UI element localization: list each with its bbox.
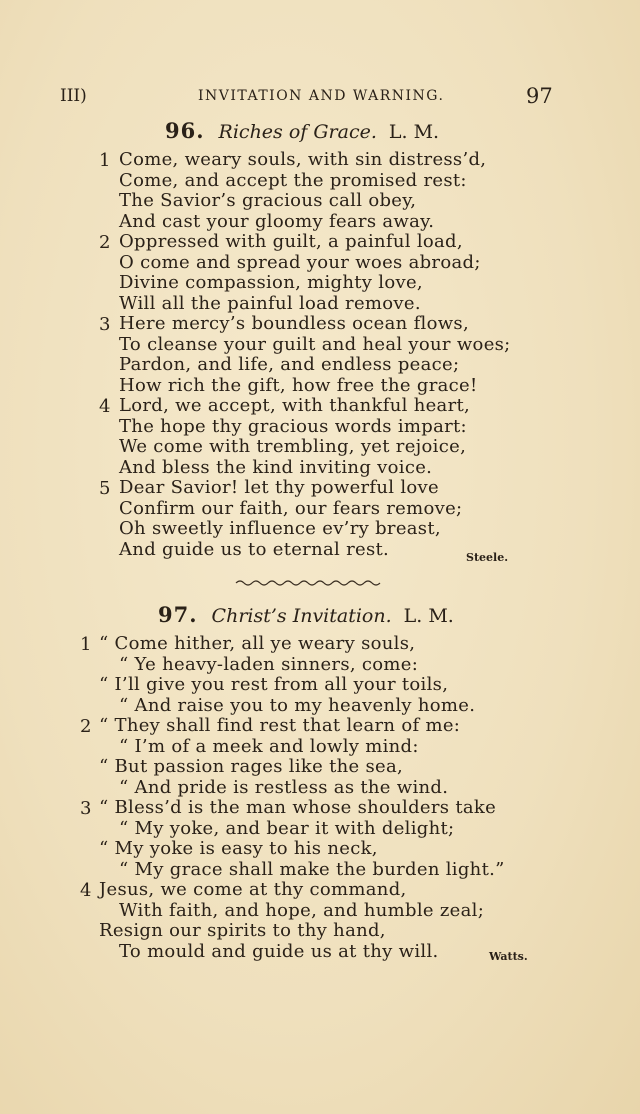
hymn-96-verses — [0, 150, 640, 560]
verse-line: “ They shall find rest that learn of me: — [99, 715, 461, 736]
verse-line: Lord, we accept, with thankful heart, — [119, 395, 471, 416]
verse — [0, 478, 640, 560]
verse-line: “ And raise you to my heavenly home. — [119, 694, 476, 716]
verse-line: “ Bless’d is the man whose shoulders take — [99, 797, 497, 818]
verse-line: “ And pride is restless as the wind. — [119, 776, 449, 798]
running-header — [0, 84, 640, 108]
verse-number: 4 — [99, 396, 111, 417]
verse-line: Oh sweetly influence ev’ry breast, — [119, 518, 441, 539]
verse-line: “ My grace shall make the burden light.” — [119, 858, 505, 880]
verse-number: 4 — [80, 880, 92, 901]
verse-number: 2 — [99, 232, 111, 253]
verse — [0, 880, 640, 962]
verse-line: To mould and guide us at thy will. — [119, 940, 439, 962]
verse-number: 3 — [99, 314, 111, 335]
verse-line: Pardon, and life, and endless peace; — [119, 354, 460, 375]
verse-line: The Savior’s gracious call obey, — [119, 190, 417, 211]
hymn-97-heading — [158, 602, 454, 627]
verse-line: “ I’ll give you rest from all your toils, — [99, 674, 449, 695]
verse-number: 2 — [80, 716, 92, 737]
verse-line: Here mercy’s boundless ocean flows, — [119, 313, 469, 334]
verse-line: Jesus, we come at thy command, — [99, 879, 407, 900]
verse-number: 1 — [80, 634, 92, 655]
verse — [0, 396, 640, 478]
verse — [0, 716, 640, 798]
verse-line: Dear Savior! let thy powerful love — [119, 477, 439, 498]
hymn-title: Riches of Grace. — [218, 121, 377, 143]
verse-line: Divine compassion, mighty love, — [119, 272, 423, 293]
verse-line: Come, weary souls, with sin distress’d, — [119, 149, 487, 170]
hymn-97-verses — [0, 634, 640, 962]
hymn-title: Christ’s Invitation. — [211, 605, 392, 627]
hymn-96-heading — [165, 118, 439, 143]
verse — [0, 150, 640, 232]
hymn-number: 96. — [165, 118, 205, 143]
page-number: 97 — [526, 84, 553, 108]
verse-line: With faith, and hope, and humble zeal; — [119, 899, 485, 921]
verse-number: 3 — [80, 798, 92, 819]
verse-line: “ My yoke is easy to his neck, — [99, 838, 378, 859]
verse-line: Confirm our faith, our fears remove; — [119, 497, 463, 519]
verse-line: And bless the kind inviting voice. — [119, 456, 433, 478]
hymn-meter: L. M. — [388, 121, 440, 143]
verse-line: “ Come hither, all ye weary souls, — [99, 633, 416, 654]
verse — [0, 232, 640, 314]
ornamental-divider — [234, 578, 382, 588]
verse-line: Come, and accept the promised rest: — [119, 169, 467, 191]
verse-line: How rich the gift, how free the grace! — [119, 374, 478, 396]
verse — [0, 798, 640, 880]
hymn-author: Watts. — [489, 950, 528, 963]
verse-line: “ I’m of a meek and lowly mind: — [119, 735, 419, 757]
verse-line: O come and spread your woes abroad; — [119, 251, 481, 273]
verse-line: “ Ye heavy-laden sinners, come: — [119, 653, 419, 675]
hymn-number: 97. — [158, 602, 198, 627]
verse-line: Oppressed with guilt, a painful load, — [119, 231, 463, 252]
hymn-meter: L. M. — [403, 605, 454, 627]
verse-number: 5 — [99, 478, 111, 499]
verse-line: And cast your gloomy fears away. — [119, 210, 435, 232]
verse-line: Will all the painful load remove. — [119, 292, 421, 314]
verse-line: “ But passion rages like the sea, — [99, 756, 404, 777]
verse — [0, 634, 640, 716]
verse-line: “ My yoke, and bear it with delight; — [119, 817, 455, 839]
verse-number: 1 — [99, 150, 111, 171]
verse-line: We come with trembling, yet rejoice, — [119, 436, 467, 457]
verse-line: The hope thy gracious words impart: — [119, 415, 467, 437]
header-section-title: INVITATION AND WARNING. — [198, 88, 445, 104]
verse — [0, 314, 640, 396]
header-signature: III) — [60, 86, 87, 106]
verse-line: To cleanse your guilt and heal your woes; — [119, 333, 511, 355]
verse-line: Resign our spirits to thy hand, — [99, 920, 386, 941]
hymn-author: Steele. — [466, 551, 509, 564]
verse-line: And guide us to eternal rest. — [119, 538, 390, 560]
